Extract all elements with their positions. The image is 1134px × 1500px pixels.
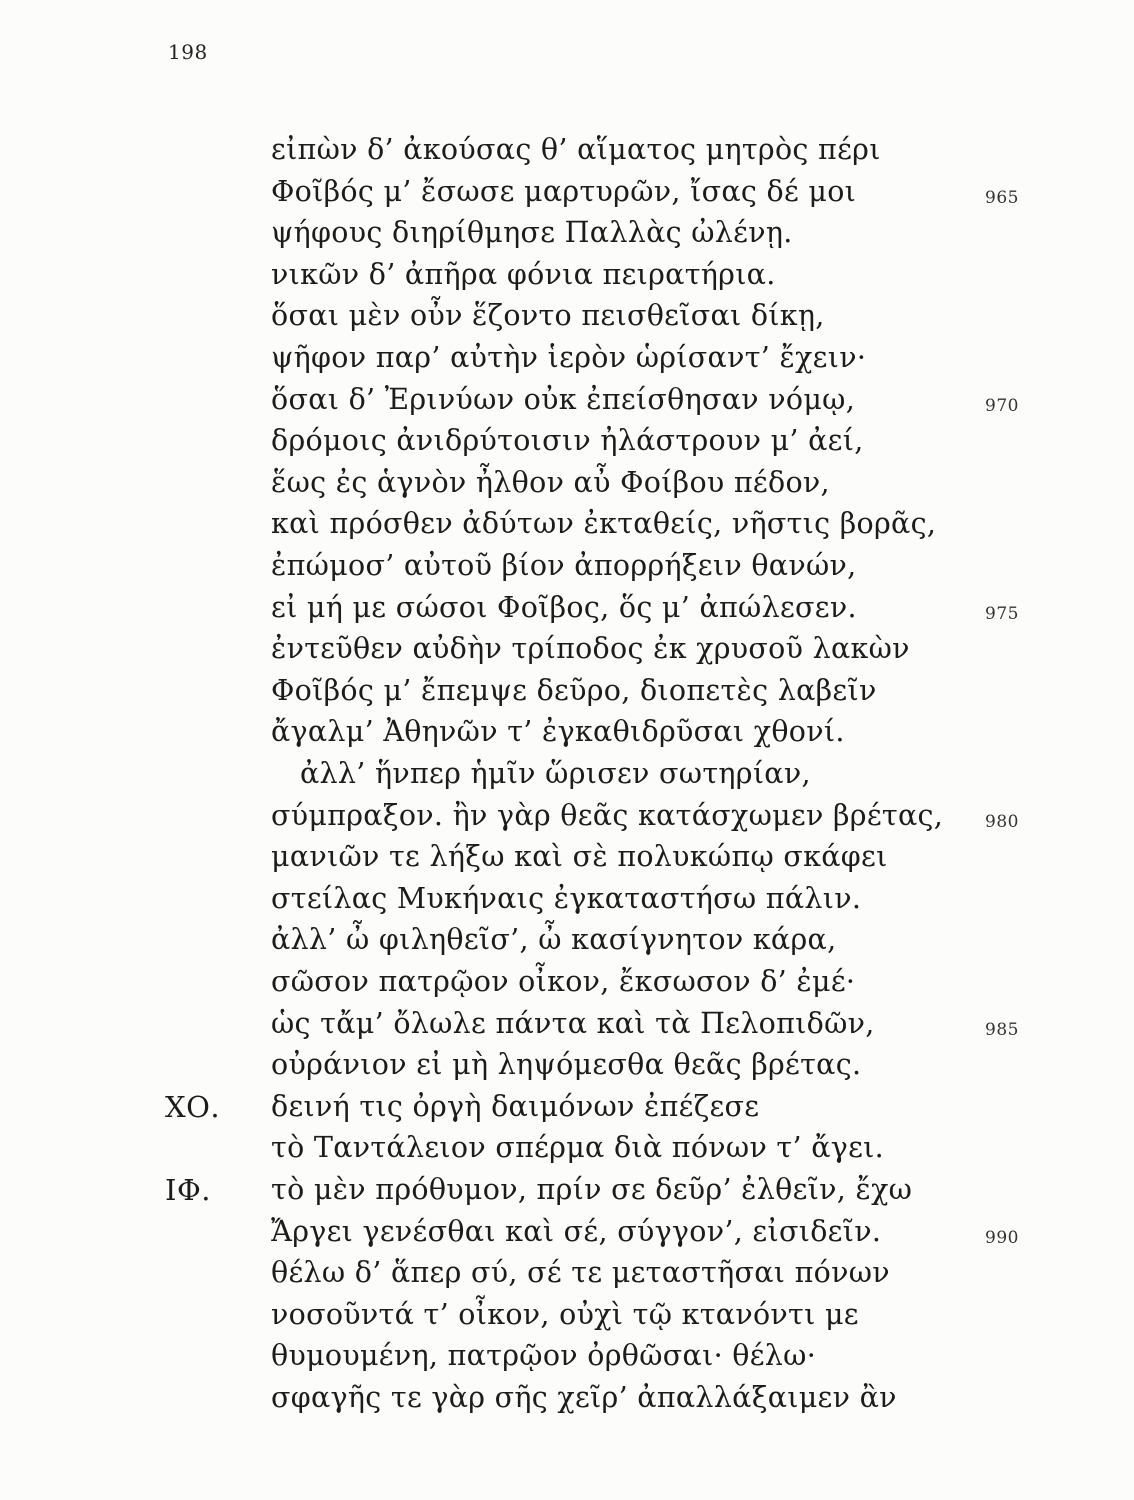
verse-line-text: ἐπώμοσ’ αὐτοῦ βίον ἀπορρήξειν θανών,	[271, 549, 857, 582]
verse-line-text: σῶσον πατρῷον οἶκον, ἔκσωσον δ’ ἐμέ·	[271, 965, 856, 998]
verse-line	[0, 1002, 1134, 1046]
verse-line-text: θυμουμένη, πατρῷον ὀρθῶσαι· θέλω·	[271, 1339, 817, 1373]
verse-line-text: ψῆφον παρ’ αὐτὴν ἱερὸν ὡρίσαντ’ ἔχειν·	[271, 341, 867, 374]
verse-line	[0, 710, 1134, 754]
verse-line-text: δρόμοις ἀνιδρύτοισιν ἠλάστρουν μ’ ἀεί,	[271, 424, 864, 458]
line-number: 990	[985, 1227, 1019, 1248]
line-number: 970	[985, 395, 1019, 416]
verse-line-text: Ἄργει γενέσθαι καὶ σέ, σύγγον’, εἰσιδεῖν.	[271, 1214, 882, 1248]
line-number: 985	[985, 1019, 1019, 1040]
verse-line-text: εἰ μή με σώσοι Φοῖβος, ὅς μ’ ἀπώλεσεν.	[271, 590, 857, 624]
verse-line	[0, 211, 1134, 255]
verse-line	[0, 294, 1134, 338]
verse-line-text: ἐντεῦθεν αὐδὴν τρίποδος ἐκ χρυσοῦ λακὼν	[271, 632, 910, 666]
verse-line-text: ψήφους διηρίθμησε Παλλὰς ὠλένῃ.	[271, 216, 793, 250]
verse-line-text: σύμπραξον. ἢν γὰρ θεᾶς κατάσχωμεν βρέτας,	[271, 798, 944, 832]
verse-line	[0, 1168, 1134, 1212]
verse-line-text: σφαγῆς τε γὰρ σῆς χεῖρ’ ἀπαλλάξαιμεν ἂν	[271, 1381, 897, 1414]
verse-line	[0, 669, 1134, 713]
verse-line-text: νοσοῦντά τ’ οἶκον, οὐχὶ τῷ κτανόντι με	[271, 1297, 859, 1331]
verse-line-text: ἄγαλμ’ Ἀθηνῶν τ’ ἐγκαθιδρῦσαι χθονί.	[271, 715, 845, 749]
verse-line	[0, 170, 1134, 214]
verse-line	[0, 794, 1134, 838]
verse-line	[0, 336, 1134, 380]
line-number: 965	[985, 187, 1019, 208]
verse-line	[0, 461, 1134, 505]
line-number: 980	[985, 811, 1019, 832]
verse-line	[0, 627, 1134, 671]
verse-line	[0, 1210, 1134, 1254]
verse-line-text: οὐράνιον εἰ μὴ ληψόμεσθα θεᾶς βρέτας.	[271, 1048, 862, 1082]
page-number: 198	[168, 40, 208, 64]
verse-line-text: ὅσαι δ’ Ἐρινύων οὐκ ἐπείσθησαν νόμῳ,	[271, 382, 856, 416]
verse-line-text: θέλω δ’ ἅπερ σύ, σέ τε μεταστῆσαι πόνων	[271, 1256, 890, 1290]
verse-line-text: μανιῶν τε λήξω καὶ σὲ πολυκώπῳ σκάφει	[271, 840, 888, 874]
verse-line	[0, 586, 1134, 630]
verse-line	[0, 1126, 1134, 1170]
verse-line	[0, 918, 1134, 962]
verse-line	[0, 128, 1134, 172]
verse-line-text: νικῶν δ’ ἀπῆρα φόνια πειρατήρια.	[271, 257, 776, 291]
verse-line	[0, 378, 1134, 422]
verse-line	[0, 1085, 1134, 1129]
verse-line	[0, 544, 1134, 588]
verse-line	[0, 1293, 1134, 1337]
verse-line-text: Φοῖβός μ’ ἔσωσε μαρτυρῶν, ἴσας δέ μοι	[271, 174, 857, 208]
verse-line-text: Φοῖβός μ’ ἔπεμψε δεῦρο, διοπετὲς λαβεῖν	[271, 673, 877, 707]
verse-line	[0, 502, 1134, 546]
verse-line	[0, 752, 1134, 796]
verse-line	[0, 835, 1134, 879]
verse-line-text: εἰπὼν δ’ ἀκούσας θ’ αἵματος μητρὸς πέρι	[271, 133, 881, 166]
verse-line	[0, 1043, 1134, 1087]
verse-line	[0, 1334, 1134, 1378]
verse-line-text: ἀλλ’ ὦ φιληθεῖσ’, ὦ κασίγνητον κάρα,	[271, 923, 837, 957]
verse-line-text: τὸ Ταντάλειον σπέρμα διὰ πόνων τ’ ἄγει.	[271, 1131, 884, 1165]
verse-line-text: ὅσαι μὲν οὖν ἕζοντο πεισθεῖσαι δίκῃ,	[271, 299, 825, 333]
speaker-label: ΙΦ.	[165, 1173, 211, 1207]
verse-line	[0, 253, 1134, 297]
verse-line-text: ἀλλ’ ἥνπερ ἡμῖν ὥρισεν σωτηρίαν,	[300, 757, 811, 790]
verse-line-text: τὸ μὲν πρόθυμον, πρίν σε δεῦρ’ ἐλθεῖν, ἔχω	[271, 1173, 913, 1206]
verse-line	[0, 960, 1134, 1004]
verse-line	[0, 1251, 1134, 1295]
verse-line-text: ὡς τἄμ’ ὄλωλε πάντα καὶ τὰ Πελοπιδῶν,	[271, 1006, 875, 1040]
verse-line-text: στείλας Μυκήναις ἐγκαταστήσω πάλιν.	[271, 881, 862, 915]
verse-line	[0, 419, 1134, 463]
verse-line-text: ἕως ἐς ἁγνὸν ἦλθον αὖ Φοίβου πέδον,	[271, 465, 830, 499]
speaker-label: ΧΟ.	[165, 1089, 221, 1124]
verse-line	[0, 1376, 1134, 1420]
verse-line-text: καὶ πρόσθεν ἀδύτων ἐκταθείς, νῆστις βορᾶς,	[271, 507, 937, 541]
verse-line-text: δεινή τις ὀργὴ δαιμόνων ἐπέζεσε	[271, 1089, 760, 1123]
verse-line	[0, 877, 1134, 921]
line-number: 975	[985, 603, 1019, 624]
